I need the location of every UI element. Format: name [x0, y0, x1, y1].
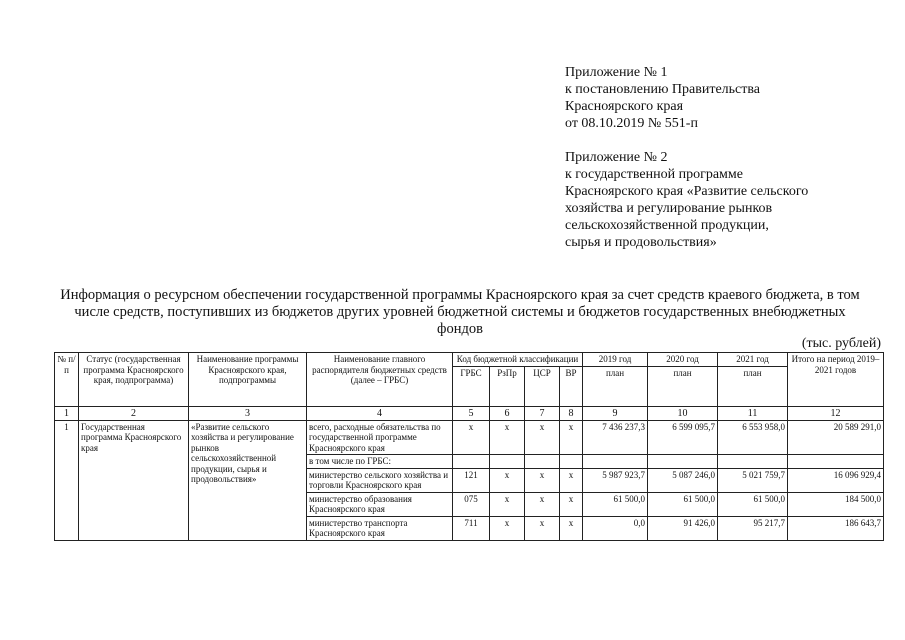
row-number: 1 — [55, 420, 79, 540]
col-number: 11 — [718, 406, 788, 420]
cell-csr: х — [525, 492, 560, 516]
column-number-row — [55, 406, 884, 420]
cell-total: 20 589 291,0 — [788, 420, 884, 455]
header-status: Статус (государственная программа Красноярского края, подпрограмма) — [79, 353, 189, 407]
cell-grbs: 075 — [453, 492, 490, 516]
cell-csr — [525, 455, 560, 469]
cell-rzpr: х — [490, 516, 525, 540]
cell-2019: 7 436 237,3 — [583, 420, 648, 455]
appendix-2 — [565, 149, 885, 251]
cell-rzpr: х — [490, 468, 525, 492]
header-csr: ЦСР — [525, 366, 560, 406]
row-grbs-desc: министерство транспорта Красноярского края — [307, 516, 453, 540]
cell-total: 184 500,0 — [788, 492, 884, 516]
cell-vr: х — [560, 468, 583, 492]
units-label: (тыс. рублей) — [801, 336, 881, 351]
appendix-2-line: сельскохозяйственной продукции, — [565, 218, 769, 233]
cell-rzpr: х — [490, 420, 525, 455]
header-2019: 2019 год — [583, 353, 648, 367]
appendix-2-line: сырья и продовольствия» — [565, 235, 717, 250]
col-number: 3 — [189, 406, 307, 420]
cell-csr: х — [525, 420, 560, 455]
cell-grbs: х — [453, 420, 490, 455]
col-number: 1 — [55, 406, 79, 420]
cell-vr: х — [560, 516, 583, 540]
header-vr: ВР — [560, 366, 583, 406]
cell-2020: 91 426,0 — [648, 516, 718, 540]
col-number: 7 — [525, 406, 560, 420]
cell-rzpr — [490, 455, 525, 469]
header-plan-2021: план — [718, 366, 788, 406]
appendix-2-line: хозяйства и регулирование рынков — [565, 201, 773, 216]
cell-2020: 5 087 246,0 — [648, 468, 718, 492]
appendix-block — [565, 64, 885, 251]
cell-grbs: 121 — [453, 468, 490, 492]
resource-table — [54, 352, 884, 541]
appendix-1-line: Приложение № 1 — [565, 65, 668, 80]
header-code: Код бюджетной классификации — [453, 353, 583, 367]
cell-csr: х — [525, 468, 560, 492]
cell-2019: 61 500,0 — [583, 492, 648, 516]
col-number: 9 — [583, 406, 648, 420]
col-number: 12 — [788, 406, 884, 420]
cell-2021: 95 217,7 — [718, 516, 788, 540]
appendix-1-line: от 08.10.2019 № 551-п — [565, 116, 698, 131]
row-grbs-desc: министерство образования Красноярского края — [307, 492, 453, 516]
appendix-2-line: Приложение № 2 — [565, 150, 668, 165]
header-name: Наименование программы Красноярского края, подпрограммы — [189, 353, 307, 407]
document-title: Информация о ресурсном обеспечении государственной программы Красноярского края за счет средств краевого бюджета, в том числе средств, поступивших из бюджетов других уровней бюджетной системы и бюджетов государственных внебюджетных фондов — [60, 287, 860, 337]
header-2020: 2020 год — [648, 353, 718, 367]
col-number: 8 — [560, 406, 583, 420]
col-number: 2 — [79, 406, 189, 420]
header-2021: 2021 год — [718, 353, 788, 367]
cell-2021 — [718, 455, 788, 469]
cell-2019: 5 987 923,7 — [583, 468, 648, 492]
appendix-2-line: Красноярского края «Развитие сельского — [565, 184, 809, 199]
cell-2020: 6 599 095,7 — [648, 420, 718, 455]
col-number: 5 — [453, 406, 490, 420]
header-row — [55, 353, 884, 367]
cell-2021: 6 553 958,0 — [718, 420, 788, 455]
cell-total — [788, 455, 884, 469]
cell-vr: х — [560, 420, 583, 455]
header-grbs-name: Наименование главного распорядителя бюджетных средств (далее – ГРБС) — [307, 353, 453, 407]
col-number: 4 — [307, 406, 453, 420]
appendix-2-line: к государственной программе — [565, 167, 743, 182]
cell-2019: 0,0 — [583, 516, 648, 540]
header-total: Итого на период 2019–2021 годов — [788, 353, 884, 407]
header-plan-2019: план — [583, 366, 648, 406]
header-no: № п/п — [55, 353, 79, 407]
row-status: Государственная программа Красноярского края — [79, 420, 189, 540]
header-grbs: ГРБС — [453, 366, 490, 406]
row-grbs-desc: в том числе по ГРБС: — [307, 455, 453, 469]
cell-2020 — [648, 455, 718, 469]
header-plan-2020: план — [648, 366, 718, 406]
row-grbs-desc: всего, расходные обязательства по государственной программе Красноярского края — [307, 420, 453, 455]
appendix-1 — [565, 64, 885, 132]
cell-total: 186 643,7 — [788, 516, 884, 540]
cell-2021: 61 500,0 — [718, 492, 788, 516]
cell-2020: 61 500,0 — [648, 492, 718, 516]
appendix-1-line: к постановлению Правительства — [565, 82, 761, 97]
cell-grbs — [453, 455, 490, 469]
col-number: 10 — [648, 406, 718, 420]
cell-vr — [560, 455, 583, 469]
col-number: 6 — [490, 406, 525, 420]
cell-csr: х — [525, 516, 560, 540]
header-rzpr: РзПр — [490, 366, 525, 406]
cell-rzpr: х — [490, 492, 525, 516]
row-grbs-desc: министерство сельского хозяйства и торговли Красноярского края — [307, 468, 453, 492]
cell-vr: х — [560, 492, 583, 516]
cell-grbs: 711 — [453, 516, 490, 540]
appendix-1-line: Красноярского края — [565, 99, 684, 114]
cell-2021: 5 021 759,7 — [718, 468, 788, 492]
row-program-name: «Развитие сельского хозяйства и регулирование рынков сельскохозяйственной продукции, сырья и продовольствия» — [189, 420, 307, 540]
cell-total: 16 096 929,4 — [788, 468, 884, 492]
table-row — [55, 420, 884, 455]
cell-2019 — [583, 455, 648, 469]
